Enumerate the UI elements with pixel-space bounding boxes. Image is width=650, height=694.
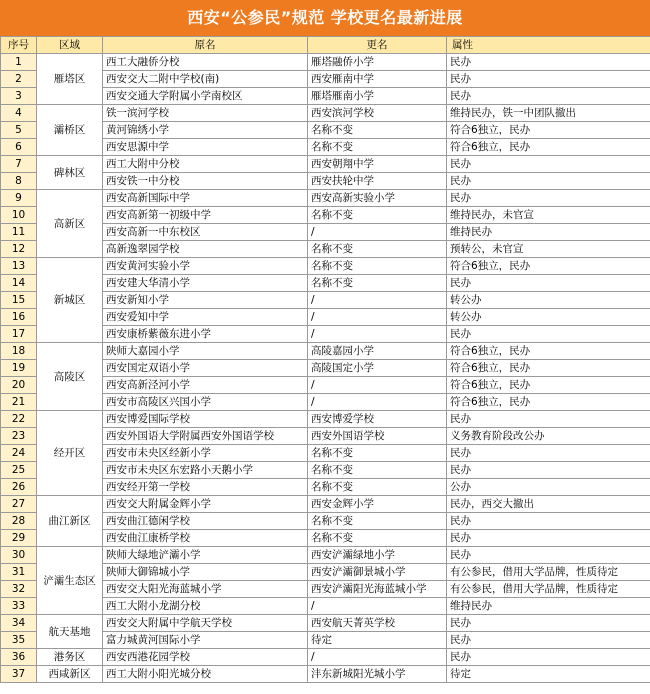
row-index: 24	[1, 445, 37, 462]
original-name-cell: 陕师大嘉园小学	[103, 343, 308, 360]
attribute-cell: 符合6独立，民办	[447, 258, 650, 275]
new-name-cell: /	[308, 649, 447, 666]
new-name-cell: 西安浐灞绿地小学	[308, 547, 447, 564]
table-row	[1, 105, 650, 122]
original-name-cell: 西工大附小阳光城分校	[103, 666, 308, 683]
row-index: 10	[1, 207, 37, 224]
header-index: 序号	[1, 37, 37, 54]
new-name-cell: 名称不变	[308, 462, 447, 479]
renaming-table	[0, 36, 650, 683]
table-row	[1, 258, 650, 275]
attribute-cell: 维持民办	[447, 224, 650, 241]
area-cell: 高新区	[37, 190, 103, 258]
original-name-cell: 西工大融侨分校	[103, 54, 308, 71]
row-index: 27	[1, 496, 37, 513]
new-name-cell: 西安高新实验小学	[308, 190, 447, 207]
row-index: 11	[1, 224, 37, 241]
row-index: 23	[1, 428, 37, 445]
new-name-cell: 名称不变	[308, 122, 447, 139]
area-cell: 新城区	[37, 258, 103, 343]
new-name-cell: 名称不变	[308, 479, 447, 496]
attribute-cell: 民办	[447, 632, 650, 649]
original-name-cell: 西安市高陵区兴国小学	[103, 394, 308, 411]
original-name-cell: 西安国定双语小学	[103, 360, 308, 377]
new-name-cell: /	[308, 309, 447, 326]
row-index: 16	[1, 309, 37, 326]
table-row	[1, 666, 650, 683]
attribute-cell: 转公办	[447, 292, 650, 309]
row-index: 21	[1, 394, 37, 411]
attribute-cell: 预转公，未官宣	[447, 241, 650, 258]
original-name-cell: 铁一滨河学校	[103, 105, 308, 122]
original-name-cell: 西安黄河实验小学	[103, 258, 308, 275]
attribute-cell: 民办	[447, 88, 650, 105]
row-index: 4	[1, 105, 37, 122]
new-name-cell: 西安金辉小学	[308, 496, 447, 513]
original-name-cell: 西安市未央区经新小学	[103, 445, 308, 462]
area-cell: 曲江新区	[37, 496, 103, 547]
row-index: 15	[1, 292, 37, 309]
original-name-cell: 西安高新第一初级中学	[103, 207, 308, 224]
original-name-cell: 黄河锦绣小学	[103, 122, 308, 139]
attribute-cell: 民办	[447, 411, 650, 428]
original-name-cell: 西安交大附属金辉小学	[103, 496, 308, 513]
new-name-cell: /	[308, 326, 447, 343]
area-cell: 浐灞生态区	[37, 547, 103, 615]
area-cell: 港务区	[37, 649, 103, 666]
header-row	[1, 37, 650, 54]
original-name-cell: 西安西港花园学校	[103, 649, 308, 666]
attribute-cell: 民办	[447, 190, 650, 207]
row-index: 25	[1, 462, 37, 479]
row-index: 20	[1, 377, 37, 394]
row-index: 18	[1, 343, 37, 360]
header-attribute: 属性	[447, 37, 650, 54]
new-name-cell: 西安雁南中学	[308, 71, 447, 88]
attribute-cell: 符合6独立，民办	[447, 360, 650, 377]
new-name-cell: 名称不变	[308, 139, 447, 156]
original-name-cell: 西安高新泾河小学	[103, 377, 308, 394]
new-name-cell: 名称不变	[308, 258, 447, 275]
original-name-cell: 西安市未央区东宏路小天鹅小学	[103, 462, 308, 479]
row-index: 19	[1, 360, 37, 377]
original-name-cell: 西安高新国际中学	[103, 190, 308, 207]
row-index: 6	[1, 139, 37, 156]
attribute-cell: 民办	[447, 71, 650, 88]
table-row	[1, 156, 650, 173]
attribute-cell: 民办	[447, 54, 650, 71]
attribute-cell: 维持民办，铁一中团队撤出	[447, 105, 650, 122]
new-name-cell: 西安浐灞阳光海蓝城小学	[308, 581, 447, 598]
attribute-cell: 民办	[447, 513, 650, 530]
new-name-cell: /	[308, 598, 447, 615]
row-index: 3	[1, 88, 37, 105]
new-name-cell: 名称不变	[308, 241, 447, 258]
attribute-cell: 符合6独立，民办	[447, 343, 650, 360]
attribute-cell: 公办	[447, 479, 650, 496]
new-name-cell: 西安扶轮中学	[308, 173, 447, 190]
table-row	[1, 615, 650, 632]
area-cell: 高陵区	[37, 343, 103, 411]
original-name-cell: 西安交通大学附属小学南校区	[103, 88, 308, 105]
new-name-cell: 西安滨河学校	[308, 105, 447, 122]
original-name-cell: 陕师大御锦城小学	[103, 564, 308, 581]
row-index: 37	[1, 666, 37, 683]
new-name-cell: 高陵国定小学	[308, 360, 447, 377]
area-cell: 航天基地	[37, 615, 103, 649]
row-index: 2	[1, 71, 37, 88]
new-name-cell: 西安外国语学校	[308, 428, 447, 445]
row-index: 14	[1, 275, 37, 292]
new-name-cell: 名称不变	[308, 445, 447, 462]
attribute-cell: 维持民办	[447, 598, 650, 615]
new-name-cell: 西安朝翔中学	[308, 156, 447, 173]
attribute-cell: 民办	[447, 275, 650, 292]
original-name-cell: 西安康桥紫薇东进小学	[103, 326, 308, 343]
table-row	[1, 547, 650, 564]
new-name-cell: 雁塔雁南小学	[308, 88, 447, 105]
row-index: 29	[1, 530, 37, 547]
original-name-cell: 西工大附小龙湖分校	[103, 598, 308, 615]
attribute-cell: 民办	[447, 530, 650, 547]
original-name-cell: 西安高新一中东校区	[103, 224, 308, 241]
new-name-cell: 名称不变	[308, 275, 447, 292]
attribute-cell: 符合6独立，民办	[447, 139, 650, 156]
original-name-cell: 西安新知小学	[103, 292, 308, 309]
attribute-cell: 有公参民，借用大学品牌，性质待定	[447, 564, 650, 581]
area-cell: 经开区	[37, 411, 103, 496]
new-name-cell: 名称不变	[308, 513, 447, 530]
attribute-cell: 民办	[447, 445, 650, 462]
attribute-cell: 有公参民，借用大学品牌，性质待定	[447, 581, 650, 598]
row-index: 8	[1, 173, 37, 190]
row-index: 26	[1, 479, 37, 496]
new-name-cell: 名称不变	[308, 207, 447, 224]
area-cell: 雁塔区	[37, 54, 103, 105]
header-area: 区域	[37, 37, 103, 54]
row-index: 22	[1, 411, 37, 428]
new-name-cell: /	[308, 377, 447, 394]
page-title: 西安“公参民”规范 学校更名最新进展	[0, 0, 650, 36]
table-row	[1, 496, 650, 513]
table-row	[1, 54, 650, 71]
new-name-cell: 沣东新城阳光城小学	[308, 666, 447, 683]
new-name-cell: 西安浐灞御景城小学	[308, 564, 447, 581]
original-name-cell: 西安曲江康桥学校	[103, 530, 308, 547]
row-index: 17	[1, 326, 37, 343]
row-index: 31	[1, 564, 37, 581]
new-name-cell: 待定	[308, 632, 447, 649]
original-name-cell: 西安曲江德闲学校	[103, 513, 308, 530]
row-index: 28	[1, 513, 37, 530]
original-name-cell: 西安交大附属中学航天学校	[103, 615, 308, 632]
row-index: 33	[1, 598, 37, 615]
attribute-cell: 民办	[447, 173, 650, 190]
original-name-cell: 富力城黄河国际小学	[103, 632, 308, 649]
area-cell: 灞桥区	[37, 105, 103, 156]
original-name-cell: 西安交大阳光海蓝城小学	[103, 581, 308, 598]
new-name-cell: 西安航天菁英学校	[308, 615, 447, 632]
original-name-cell: 西安爱知中学	[103, 309, 308, 326]
row-index: 5	[1, 122, 37, 139]
original-name-cell: 西安铁一中分校	[103, 173, 308, 190]
original-name-cell: 西安博爱国际学校	[103, 411, 308, 428]
row-index: 1	[1, 54, 37, 71]
area-cell: 西咸新区	[37, 666, 103, 683]
attribute-cell: 民办	[447, 615, 650, 632]
attribute-cell: 待定	[447, 666, 650, 683]
row-index: 12	[1, 241, 37, 258]
attribute-cell: 符合6独立，民办	[447, 394, 650, 411]
row-index: 36	[1, 649, 37, 666]
original-name-cell: 陕师大绿地浐灞小学	[103, 547, 308, 564]
new-name-cell: 高陵嘉园小学	[308, 343, 447, 360]
original-name-cell: 西安外国语大学附属西安外国语学校	[103, 428, 308, 445]
row-index: 7	[1, 156, 37, 173]
attribute-cell: 义务教育阶段改公办	[447, 428, 650, 445]
attribute-cell: 民办	[447, 156, 650, 173]
attribute-cell: 民办	[447, 649, 650, 666]
header-new-name: 更名	[308, 37, 447, 54]
header-original-name: 原名	[103, 37, 308, 54]
new-name-cell: 西安博爱学校	[308, 411, 447, 428]
table-row	[1, 343, 650, 360]
new-name-cell: /	[308, 224, 447, 241]
original-name-cell: 西安交大二附中学校(南)	[103, 71, 308, 88]
original-name-cell: 高新逸翠园学校	[103, 241, 308, 258]
new-name-cell: /	[308, 394, 447, 411]
original-name-cell: 西工大附中分校	[103, 156, 308, 173]
new-name-cell: 名称不变	[308, 530, 447, 547]
new-name-cell: 雁塔融侨小学	[308, 54, 447, 71]
attribute-cell: 符合6独立，民办	[447, 122, 650, 139]
table-row	[1, 649, 650, 666]
attribute-cell: 民办	[447, 547, 650, 564]
row-index: 32	[1, 581, 37, 598]
original-name-cell: 西安建大华清小学	[103, 275, 308, 292]
table-row	[1, 411, 650, 428]
row-index: 35	[1, 632, 37, 649]
table-row	[1, 190, 650, 207]
area-cell: 碑林区	[37, 156, 103, 190]
attribute-cell: 符合6独立，民办	[447, 377, 650, 394]
attribute-cell: 民办	[447, 326, 650, 343]
attribute-cell: 民办	[447, 462, 650, 479]
original-name-cell: 西安思源中学	[103, 139, 308, 156]
row-index: 34	[1, 615, 37, 632]
row-index: 30	[1, 547, 37, 564]
row-index: 13	[1, 258, 37, 275]
new-name-cell: /	[308, 292, 447, 309]
original-name-cell: 西安经开第一学校	[103, 479, 308, 496]
row-index: 9	[1, 190, 37, 207]
attribute-cell: 转公办	[447, 309, 650, 326]
attribute-cell: 民办，西交大撤出	[447, 496, 650, 513]
attribute-cell: 维持民办，未官宣	[447, 207, 650, 224]
